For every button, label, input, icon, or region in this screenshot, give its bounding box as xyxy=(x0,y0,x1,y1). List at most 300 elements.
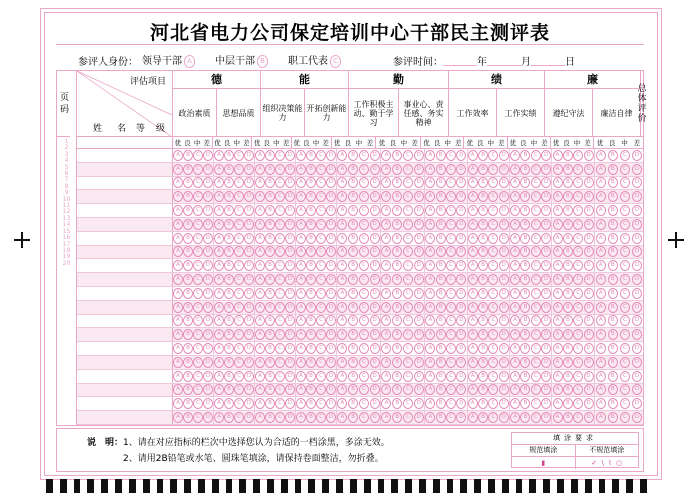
answer-bubble[interactable]: D xyxy=(456,412,466,423)
answer-bubble[interactable]: C xyxy=(316,219,326,230)
answer-bubble[interactable]: B xyxy=(563,246,573,257)
answer-bubble[interactable]: A xyxy=(596,164,606,175)
answer-bubble[interactable]: D xyxy=(541,384,551,395)
answer-bubble[interactable]: A xyxy=(296,150,306,161)
answer-bubble[interactable]: A xyxy=(553,219,563,230)
name-input-cell[interactable] xyxy=(77,218,173,231)
answer-bubble[interactable]: A xyxy=(214,150,224,161)
answer-bubble[interactable]: B xyxy=(348,315,358,326)
answer-bubble[interactable]: D xyxy=(584,177,594,188)
answer-bubble[interactable]: A xyxy=(553,150,563,161)
answer-bubble[interactable]: B xyxy=(563,177,573,188)
answer-bubble[interactable]: A xyxy=(425,164,435,175)
answer-bubble[interactable]: B xyxy=(478,398,488,409)
answer-bubble[interactable]: B xyxy=(348,412,358,423)
answer-bubble[interactable]: B xyxy=(608,288,618,299)
answer-bubble[interactable]: A xyxy=(425,260,435,271)
answer-bubble[interactable]: D xyxy=(326,177,336,188)
answer-bubble[interactable]: A xyxy=(553,329,563,340)
answer-bubble[interactable]: C xyxy=(446,233,456,244)
answer-bubble[interactable]: B xyxy=(306,164,316,175)
answer-bubble[interactable]: D xyxy=(285,357,295,368)
answer-bubble[interactable]: D xyxy=(414,315,424,326)
answer-bubble[interactable]: D xyxy=(632,177,642,188)
name-input-cell[interactable] xyxy=(77,259,173,272)
identity-option-middle[interactable] xyxy=(215,52,268,68)
answer-bubble[interactable]: B xyxy=(563,164,573,175)
answer-bubble[interactable]: D xyxy=(456,357,466,368)
answer-bubble[interactable]: B xyxy=(436,233,446,244)
answer-bubble[interactable]: D xyxy=(584,315,594,326)
answer-bubble[interactable]: D xyxy=(414,233,424,244)
name-input-cell[interactable] xyxy=(77,232,173,245)
answer-bubble[interactable]: C xyxy=(359,219,369,230)
answer-bubble[interactable]: C xyxy=(446,164,456,175)
answer-bubble[interactable]: C xyxy=(193,398,203,409)
answer-bubble[interactable]: B xyxy=(348,219,358,230)
answer-bubble[interactable]: A xyxy=(255,205,265,216)
answer-bubble[interactable]: C xyxy=(316,343,326,354)
answer-bubble[interactable]: C xyxy=(531,288,541,299)
answer-bubble[interactable]: A xyxy=(468,150,478,161)
answer-bubble[interactable]: D xyxy=(414,177,424,188)
answer-bubble[interactable]: A xyxy=(337,246,347,257)
answer-bubble[interactable]: B xyxy=(436,412,446,423)
answer-bubble[interactable]: A xyxy=(381,343,391,354)
answer-bubble[interactable]: D xyxy=(632,302,642,313)
page-number[interactable]: 8 xyxy=(64,182,69,190)
answer-bubble[interactable]: D xyxy=(203,398,213,409)
answer-bubble[interactable]: A xyxy=(553,412,563,423)
answer-bubble[interactable]: C xyxy=(403,329,413,340)
answer-bubble[interactable]: A xyxy=(510,371,520,382)
answer-bubble[interactable]: D xyxy=(632,233,642,244)
answer-bubble[interactable]: D xyxy=(326,288,336,299)
answer-bubble[interactable]: B xyxy=(265,274,275,285)
answer-bubble[interactable]: A xyxy=(468,164,478,175)
answer-bubble[interactable]: B xyxy=(183,371,193,382)
answer-bubble[interactable]: C xyxy=(531,357,541,368)
answer-bubble[interactable]: A xyxy=(296,246,306,257)
answer-bubble[interactable]: C xyxy=(193,315,203,326)
answer-bubble[interactable]: A xyxy=(337,315,347,326)
answer-bubble[interactable]: B xyxy=(563,150,573,161)
answer-bubble[interactable]: C xyxy=(359,412,369,423)
answer-bubble[interactable]: C xyxy=(446,260,456,271)
answer-bubble[interactable]: D xyxy=(326,233,336,244)
answer-bubble[interactable]: A xyxy=(296,357,306,368)
answer-bubble[interactable]: B xyxy=(520,246,530,257)
answer-bubble[interactable]: C xyxy=(620,288,630,299)
answer-bubble[interactable]: A xyxy=(596,246,606,257)
answer-bubble[interactable]: A xyxy=(337,288,347,299)
answer-bubble[interactable]: B xyxy=(563,219,573,230)
answer-bubble[interactable]: A xyxy=(337,274,347,285)
answer-bubble[interactable]: A xyxy=(214,219,224,230)
answer-bubble[interactable]: C xyxy=(316,398,326,409)
answer-bubble[interactable]: C xyxy=(234,343,244,354)
answer-bubble[interactable]: D xyxy=(370,315,380,326)
answer-bubble[interactable]: C xyxy=(193,343,203,354)
answer-bubble[interactable]: C xyxy=(193,274,203,285)
answer-bubble[interactable]: D xyxy=(584,384,594,395)
answer-bubble[interactable]: B xyxy=(478,343,488,354)
answer-bubble[interactable]: C xyxy=(446,219,456,230)
answer-bubble[interactable]: B xyxy=(478,191,488,202)
answer-bubble[interactable]: B xyxy=(265,315,275,326)
answer-bubble[interactable]: C xyxy=(488,343,498,354)
answer-bubble[interactable]: D xyxy=(499,288,509,299)
answer-bubble[interactable]: D xyxy=(244,302,254,313)
answer-bubble[interactable]: C xyxy=(531,219,541,230)
answer-bubble[interactable]: B xyxy=(608,260,618,271)
answer-bubble[interactable]: A xyxy=(296,371,306,382)
answer-bubble[interactable]: A xyxy=(468,315,478,326)
answer-bubble[interactable]: C xyxy=(316,205,326,216)
answer-bubble[interactable]: A xyxy=(553,274,563,285)
answer-bubble[interactable]: C xyxy=(275,315,285,326)
answer-bubble[interactable]: D xyxy=(414,150,424,161)
answer-bubble[interactable]: B xyxy=(436,288,446,299)
page-number[interactable]: 11 xyxy=(62,202,71,210)
answer-bubble[interactable]: B xyxy=(306,384,316,395)
answer-bubble[interactable]: C xyxy=(488,177,498,188)
answer-bubble[interactable]: C xyxy=(234,371,244,382)
answer-bubble[interactable]: C xyxy=(573,246,583,257)
answer-bubble[interactable]: B xyxy=(392,219,402,230)
answer-bubble[interactable]: A xyxy=(468,384,478,395)
answer-bubble[interactable]: D xyxy=(203,371,213,382)
answer-bubble[interactable]: A xyxy=(468,177,478,188)
answer-bubble[interactable]: A xyxy=(173,233,183,244)
answer-bubble[interactable]: D xyxy=(244,150,254,161)
answer-bubble[interactable]: A xyxy=(425,384,435,395)
answer-bubble[interactable]: D xyxy=(326,384,336,395)
answer-bubble[interactable]: A xyxy=(337,302,347,313)
answer-bubble[interactable]: D xyxy=(456,150,466,161)
answer-bubble[interactable]: D xyxy=(244,412,254,423)
answer-bubble[interactable]: D xyxy=(285,246,295,257)
answer-bubble[interactable]: B xyxy=(436,150,446,161)
answer-bubble[interactable]: C xyxy=(359,150,369,161)
answer-bubble[interactable]: B xyxy=(563,357,573,368)
answer-bubble[interactable]: D xyxy=(456,288,466,299)
answer-bubble[interactable]: B xyxy=(478,329,488,340)
answer-bubble[interactable]: B xyxy=(224,302,234,313)
answer-bubble[interactable]: C xyxy=(446,398,456,409)
answer-bubble[interactable]: D xyxy=(541,164,551,175)
answer-bubble[interactable]: D xyxy=(285,205,295,216)
answer-bubble[interactable]: B xyxy=(392,371,402,382)
answer-bubble[interactable]: C xyxy=(531,177,541,188)
answer-bubble[interactable]: C xyxy=(620,233,630,244)
answer-bubble[interactable]: D xyxy=(499,384,509,395)
answer-bubble[interactable]: B xyxy=(520,315,530,326)
answer-bubble[interactable]: C xyxy=(234,302,244,313)
answer-bubble[interactable]: D xyxy=(584,260,594,271)
answer-bubble[interactable]: D xyxy=(541,357,551,368)
answer-bubble[interactable]: A xyxy=(173,302,183,313)
answer-bubble[interactable]: A xyxy=(468,205,478,216)
answer-bubble[interactable]: C xyxy=(446,288,456,299)
answer-bubble[interactable]: B xyxy=(224,288,234,299)
answer-bubble[interactable]: B xyxy=(224,219,234,230)
answer-bubble[interactable]: C xyxy=(531,398,541,409)
answer-bubble[interactable]: D xyxy=(499,315,509,326)
answer-bubble[interactable]: C xyxy=(620,205,630,216)
answer-bubble[interactable]: C xyxy=(446,150,456,161)
answer-bubble[interactable]: A xyxy=(381,302,391,313)
answer-bubble[interactable]: A xyxy=(255,274,265,285)
answer-bubble[interactable]: D xyxy=(326,398,336,409)
answer-bubble[interactable]: D xyxy=(414,246,424,257)
answer-bubble[interactable]: B xyxy=(183,329,193,340)
answer-bubble[interactable]: B xyxy=(478,260,488,271)
answer-bubble[interactable]: D xyxy=(541,329,551,340)
answer-bubble[interactable]: B xyxy=(265,329,275,340)
answer-bubble[interactable]: C xyxy=(234,164,244,175)
answer-bubble[interactable]: D xyxy=(326,219,336,230)
answer-bubble[interactable]: D xyxy=(456,260,466,271)
answer-bubble[interactable]: C xyxy=(620,384,630,395)
page-number[interactable]: 1 xyxy=(64,138,69,145)
answer-bubble[interactable]: D xyxy=(499,302,509,313)
answer-bubble[interactable]: C xyxy=(446,302,456,313)
answer-bubble[interactable]: C xyxy=(275,205,285,216)
answer-bubble[interactable]: A xyxy=(596,191,606,202)
answer-bubble[interactable]: B xyxy=(436,164,446,175)
answer-bubble[interactable]: A xyxy=(173,246,183,257)
answer-bubble[interactable]: A xyxy=(381,398,391,409)
answer-bubble[interactable]: C xyxy=(531,371,541,382)
page-number[interactable]: 13 xyxy=(62,214,71,222)
answer-bubble[interactable]: B xyxy=(392,412,402,423)
answer-bubble[interactable]: B xyxy=(265,288,275,299)
answer-bubble[interactable]: B xyxy=(436,398,446,409)
answer-bubble[interactable]: A xyxy=(381,412,391,423)
answer-bubble[interactable]: D xyxy=(244,177,254,188)
answer-bubble[interactable]: C xyxy=(275,288,285,299)
answer-bubble[interactable]: C xyxy=(531,274,541,285)
answer-bubble[interactable]: C xyxy=(403,357,413,368)
answer-bubble[interactable]: B xyxy=(608,329,618,340)
answer-bubble[interactable]: B xyxy=(563,343,573,354)
answer-bubble[interactable]: B xyxy=(520,398,530,409)
answer-bubble[interactable]: C xyxy=(531,205,541,216)
answer-bubble[interactable]: B xyxy=(608,302,618,313)
answer-bubble[interactable]: A xyxy=(214,246,224,257)
answer-bubble[interactable]: A xyxy=(468,274,478,285)
answer-bubble[interactable]: C xyxy=(275,150,285,161)
answer-bubble[interactable]: A xyxy=(255,177,265,188)
answer-bubble[interactable]: C xyxy=(573,260,583,271)
answer-bubble[interactable]: B xyxy=(436,260,446,271)
answer-bubble[interactable]: B xyxy=(348,371,358,382)
answer-bubble[interactable]: C xyxy=(488,412,498,423)
answer-bubble[interactable]: B xyxy=(306,329,316,340)
answer-bubble[interactable]: D xyxy=(541,302,551,313)
answer-bubble[interactable]: C xyxy=(573,302,583,313)
answer-bubble[interactable]: D xyxy=(414,343,424,354)
answer-bubble[interactable]: A xyxy=(596,205,606,216)
answer-bubble[interactable]: D xyxy=(326,371,336,382)
answer-bubble[interactable]: A xyxy=(173,288,183,299)
answer-bubble[interactable]: D xyxy=(584,302,594,313)
answer-bubble[interactable]: B xyxy=(436,177,446,188)
answer-bubble[interactable]: C xyxy=(403,412,413,423)
answer-bubble[interactable]: C xyxy=(531,191,541,202)
answer-bubble[interactable]: C xyxy=(573,288,583,299)
answer-bubble[interactable]: D xyxy=(370,357,380,368)
answer-bubble[interactable]: C xyxy=(446,384,456,395)
answer-bubble[interactable]: D xyxy=(541,150,551,161)
answer-bubble[interactable]: B xyxy=(608,412,618,423)
answer-bubble[interactable]: A xyxy=(425,219,435,230)
answer-bubble[interactable]: B xyxy=(392,164,402,175)
answer-bubble[interactable]: B xyxy=(478,177,488,188)
name-input-cell[interactable] xyxy=(77,149,173,162)
identity-option-leader[interactable] xyxy=(142,52,195,68)
answer-bubble[interactable]: C xyxy=(359,246,369,257)
answer-bubble[interactable]: B xyxy=(306,274,316,285)
name-input-cell[interactable] xyxy=(77,273,173,286)
answer-bubble[interactable]: D xyxy=(499,329,509,340)
page-number[interactable]: 3 xyxy=(64,150,69,158)
answer-bubble[interactable]: A xyxy=(510,329,520,340)
answer-bubble[interactable]: C xyxy=(446,191,456,202)
answer-bubble[interactable]: B xyxy=(265,219,275,230)
answer-bubble[interactable]: C xyxy=(573,315,583,326)
answer-bubble[interactable]: C xyxy=(620,150,630,161)
answer-bubble[interactable]: A xyxy=(255,329,265,340)
answer-bubble[interactable]: B xyxy=(520,205,530,216)
answer-bubble[interactable]: B xyxy=(392,398,402,409)
answer-bubble[interactable]: A xyxy=(381,371,391,382)
answer-bubble[interactable]: B xyxy=(224,343,234,354)
answer-bubble[interactable]: B xyxy=(183,398,193,409)
answer-bubble[interactable]: D xyxy=(244,246,254,257)
answer-bubble[interactable]: C xyxy=(573,177,583,188)
answer-bubble[interactable]: A xyxy=(173,357,183,368)
answer-bubble[interactable]: A xyxy=(255,219,265,230)
answer-bubble[interactable]: A xyxy=(173,150,183,161)
answer-bubble[interactable]: D xyxy=(370,343,380,354)
answer-bubble[interactable]: C xyxy=(488,191,498,202)
answer-bubble[interactable]: A xyxy=(425,357,435,368)
answer-bubble[interactable]: B xyxy=(306,412,316,423)
answer-bubble[interactable]: D xyxy=(326,150,336,161)
answer-bubble[interactable]: C xyxy=(234,260,244,271)
answer-bubble[interactable]: B xyxy=(183,260,193,271)
answer-bubble[interactable]: B xyxy=(224,246,234,257)
answer-bubble[interactable]: A xyxy=(173,260,183,271)
answer-bubble[interactable]: D xyxy=(370,371,380,382)
answer-bubble[interactable]: B xyxy=(183,150,193,161)
answer-bubble[interactable]: A xyxy=(510,398,520,409)
answer-bubble[interactable]: B xyxy=(224,150,234,161)
answer-bubble[interactable]: D xyxy=(414,191,424,202)
page-number[interactable]: 6 xyxy=(64,170,69,178)
answer-bubble[interactable]: A xyxy=(425,150,435,161)
answer-bubble[interactable]: A xyxy=(381,150,391,161)
answer-bubble[interactable]: B xyxy=(348,357,358,368)
answer-bubble[interactable]: B xyxy=(224,177,234,188)
answer-bubble[interactable]: C xyxy=(620,357,630,368)
answer-bubble[interactable]: D xyxy=(584,274,594,285)
page-number[interactable]: 19 xyxy=(62,253,71,261)
answer-bubble[interactable]: A xyxy=(596,177,606,188)
answer-bubble[interactable]: D xyxy=(456,302,466,313)
answer-bubble[interactable]: C xyxy=(446,205,456,216)
answer-bubble[interactable]: C xyxy=(620,219,630,230)
answer-bubble[interactable]: C xyxy=(446,371,456,382)
answer-bubble[interactable]: D xyxy=(244,233,254,244)
answer-bubble[interactable]: A xyxy=(553,343,563,354)
answer-bubble[interactable]: A xyxy=(553,398,563,409)
answer-bubble[interactable]: D xyxy=(326,246,336,257)
answer-bubble[interactable]: D xyxy=(203,384,213,395)
answer-bubble[interactable]: D xyxy=(326,357,336,368)
answer-bubble[interactable]: A xyxy=(381,288,391,299)
answer-bubble[interactable]: C xyxy=(403,302,413,313)
answer-bubble[interactable]: C xyxy=(620,302,630,313)
answer-bubble[interactable]: C xyxy=(316,177,326,188)
answer-bubble[interactable]: A xyxy=(596,302,606,313)
answer-bubble[interactable]: D xyxy=(541,191,551,202)
answer-bubble[interactable]: C xyxy=(620,260,630,271)
answer-bubble[interactable]: D xyxy=(499,205,509,216)
answer-bubble[interactable]: C xyxy=(275,164,285,175)
answer-bubble[interactable]: D xyxy=(244,191,254,202)
answer-bubble[interactable]: C xyxy=(620,164,630,175)
answer-bubble[interactable]: A xyxy=(425,329,435,340)
answer-bubble[interactable]: D xyxy=(285,274,295,285)
answer-bubble[interactable]: A xyxy=(296,302,306,313)
answer-bubble[interactable]: A xyxy=(510,205,520,216)
answer-bubble[interactable]: A xyxy=(553,288,563,299)
answer-bubble[interactable]: B xyxy=(478,150,488,161)
answer-bubble[interactable]: D xyxy=(326,205,336,216)
answer-bubble[interactable]: B xyxy=(608,150,618,161)
answer-bubble[interactable]: D xyxy=(584,371,594,382)
answer-bubble[interactable]: B xyxy=(392,150,402,161)
answer-bubble[interactable]: C xyxy=(620,329,630,340)
answer-bubble[interactable]: B xyxy=(265,233,275,244)
answer-bubble[interactable]: B xyxy=(265,384,275,395)
answer-bubble[interactable]: B xyxy=(265,177,275,188)
answer-bubble[interactable]: C xyxy=(193,164,203,175)
answer-bubble[interactable]: B xyxy=(436,246,446,257)
answer-bubble[interactable]: B xyxy=(563,205,573,216)
answer-bubble[interactable]: B xyxy=(183,288,193,299)
answer-bubble[interactable]: D xyxy=(244,219,254,230)
answer-bubble[interactable]: D xyxy=(203,260,213,271)
answer-bubble[interactable]: D xyxy=(456,233,466,244)
answer-bubble[interactable]: A xyxy=(255,260,265,271)
answer-bubble[interactable]: A xyxy=(510,288,520,299)
answer-bubble[interactable]: C xyxy=(573,274,583,285)
answer-bubble[interactable]: D xyxy=(632,274,642,285)
answer-bubble[interactable]: D xyxy=(456,205,466,216)
answer-bubble[interactable]: B xyxy=(348,288,358,299)
answer-bubble[interactable]: A xyxy=(214,329,224,340)
answer-bubble[interactable]: B xyxy=(265,164,275,175)
answer-bubble[interactable]: A xyxy=(255,357,265,368)
answer-bubble[interactable]: A xyxy=(296,260,306,271)
answer-bubble[interactable]: C xyxy=(316,412,326,423)
answer-bubble[interactable]: D xyxy=(499,412,509,423)
answer-bubble[interactable]: C xyxy=(531,329,541,340)
